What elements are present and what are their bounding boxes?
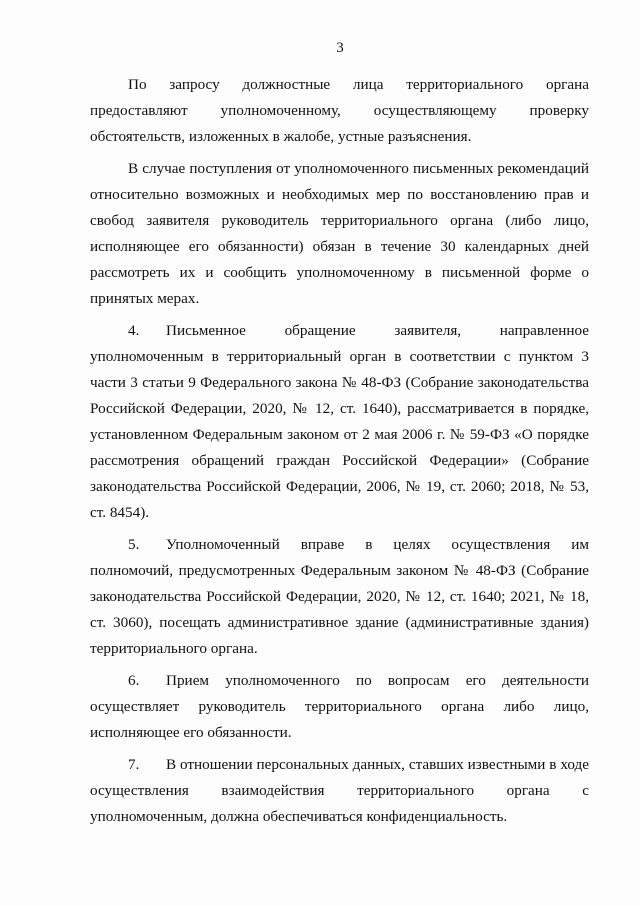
paragraph-item-5-text: Уполномоченный вправе в целях осуществления им полномочий, предусмотренных Федеральным законом № 48-ФЗ (Собрание законодательства Российской Федерации, 2020, № 12, ст. 1640; 2021, № 18, ст. 3060), посещать административное здание (административные здания) территориального органа. [90,536,589,657]
document-body [90,72,589,830]
paragraph-1 [90,72,589,150]
paragraph-item-4-number: 4. [128,322,140,339]
paragraph-2-text: В случае поступления от уполномоченного письменных рекомендаций относительно возможных и необходимых мер по восстановлению прав и свобод заявителя руководитель территориального органа (либо лицо, исполняющее его обязанности) обязан в течение 30 календарных дней рассмотреть их и сообщить уполномоченному в письменной форме о принятых мерах. [90,160,589,307]
paragraph-item-4-text: Письменное обращение заявителя, направленное уполномоченным в территориальный орган в соответствии с пунктом 3 части 3 статьи 9 Федерального закона № 48-ФЗ (Собрание законодательства Российской Федерации, 2020, № 12, ст. 1640), рассматривается в порядке, установленном Федеральным законом от 2 мая 2006 г. № 59-ФЗ «О порядке рассмотрения обращений граждан Российской Федерации» (Собрание законодательства Российской Федерации, 2006, № 19, ст. 2060; 2018, № 53, ст. 8454). [90,322,589,521]
paragraph-2 [90,156,589,312]
paragraph-1-text: По запросу должностные лица территориального органа предоставляют уполномоченному, осуществляющему проверку обстоятельств, изложенных в жалобе, устные разъяснения. [90,76,589,145]
paragraph-item-6 [90,668,589,746]
paragraph-item-7 [90,752,589,830]
paragraph-item-4 [90,318,589,526]
paragraph-item-5 [90,532,589,662]
paragraph-item-7-number: 7. [128,756,140,773]
page-number: 3 [336,40,344,56]
paragraph-item-6-text: Прием уполномоченного по вопросам его деятельности осуществляет руководитель территориального органа либо лицо, исполняющее его обязанности. [90,672,589,741]
paragraph-item-5-number: 5. [128,536,140,553]
paragraph-item-7-text: В отношении персональных данных, ставших известными в ходе осуществления взаимодействия территориального органа с уполномоченным, должна обеспечиваться конфиденциальность. [90,756,589,825]
paragraph-item-6-number: 6. [128,672,140,689]
